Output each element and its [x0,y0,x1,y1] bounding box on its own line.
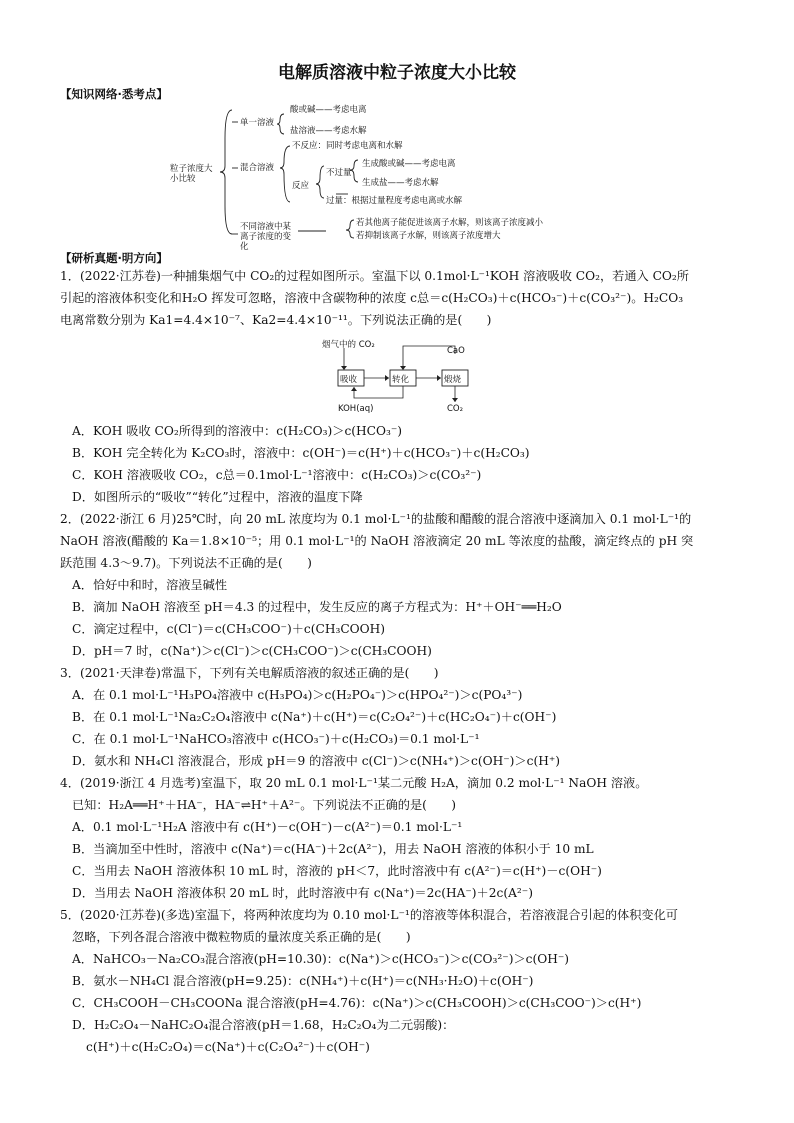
q5-option-a: A．NaHCO₃－Na₂CO₃混合溶液(pH=10.30)：c(Na⁺)＞c(HCO₃⁻)＞c(CO₃²⁻)＞c(OH⁻) [72,952,570,966]
q1-stem-line2: 引起的溶液体积变化和H₂O 挥发可忽略，溶液中含碳物种的浓度 c总＝c(H₂CO₃)＋c(HCO₃⁻)＋c(CO₃²⁻)。H₂CO₃ [60,291,684,305]
mindmap-single-salt: 盐溶液——考虑水解 [290,126,367,136]
fig-convert-label: 转化 [392,375,410,385]
mindmap-mixed: 混合溶液 [240,163,275,173]
mindmap-not-excess: 不过量 [326,168,352,178]
q1-option-c: C．KOH 溶液吸收 CO₂，c总＝0.1mol·L⁻¹溶液中：c(H₂CO₃)＞c(CO₃²⁻) [72,468,482,482]
mindmap-no-react: 不反应：同时考虑电离和水解 [292,141,403,151]
mindmap-diff: 不同溶液中某离子浓度的变化 [240,222,292,252]
q1-stem-line1: 1．(2022·江苏卷)一种捕集烟气中 CO₂的过程如图所示。室温下以 0.1mol·L⁻¹KOH 溶液吸收 CO₂，若通入 CO₂所 [60,269,689,283]
q3-option-b: B．在 0.1 mol·L⁻¹Na₂C₂O₄溶液中 c(Na⁺)＋c(H⁺)＝c(C₂O₄²⁻)＋c(HC₂O₄⁻)＋c(OH⁻) [72,710,557,724]
q2-option-c: C．滴定过程中，c(Cl⁻)＝c(CH₃COO⁻)＋c(CH₃COOH) [72,622,386,636]
q2-option-d: D．pH＝7 时，c(Na⁺)＞c(Cl⁻)＞c(CH₃COO⁻)＞c(CH₃COOH) [72,644,432,658]
fig-koh-label: KOH(aq) [338,404,374,414]
q1-option-d: D．如图所示的“吸收”“转化”过程中，溶液的温度下降 [72,490,363,504]
q1-option-a: A．KOH 吸收 CO₂所得到的溶液中：c(H₂CO₃)＞c(HCO₃⁻) [72,424,403,438]
q3-option-c: C．在 0.1 mol·L⁻¹NaHCO₃溶液中 c(HCO₃⁻)＋c(H₂CO₃)＝0.1 mol·L⁻¹ [72,732,480,746]
q2-stem-line3: 跃范围 4.3～9.7)。下列说法不正确的是( ) [60,556,312,570]
single-brace [277,114,284,134]
mindmap-react: 反应 [292,181,310,191]
q5-option-b: B．氨水－NH₄Cl 混合溶液(pH=9.25)：c(NH₄⁺)＋c(H⁺)＝c(NH₃·H₂O)＋c(OH⁻) [72,974,534,988]
react-brace [316,166,324,198]
q4-option-a: A．0.1 mol·L⁻¹H₂A 溶液中有 c(H⁺)－c(OH⁻)－c(A²⁻)＝0.1 mol·L⁻¹ [72,820,463,834]
mixed-brace [280,146,290,202]
q3-option-d: D．氨水和 NH₄Cl 溶液混合，形成 pH＝9 的溶液中 c(Cl⁻)＞c(NH₄⁺)＞c(OH⁻)＞c(H⁺) [72,754,561,768]
page-title: 电解质溶液中粒子浓度大小比较 [278,63,516,83]
mindmap-diff-rule1: 若其他离子能促进该离子水解，则该离子浓度减小 [356,218,544,228]
q1-stem-line3: 电离常数分别为 Ka1=4.4×10⁻⁷、Ka2=4.4×10⁻¹¹。下列说法正确的是( ) [60,313,492,327]
q4-option-d: D．当用去 NaOH 溶液体积 20 mL 时，此时溶液中有 c(Na⁺)＝2c(HA⁻)＋2c(A²⁻) [72,886,533,900]
mindmap-excess: 过量：根据过量程度考虑电离或水解 [326,196,463,206]
section-analysis: 【研析真题·明方向】 [60,251,168,265]
fig-cao-label: CaO [447,346,465,356]
section-knowledge: 【知识网络·悉考点】 [60,87,168,101]
fig-flue-gas-label: 烟气中的 CO₂ [322,340,375,350]
q2-stem-line2: NaOH 溶液(醋酸的 Ka＝1.8×10⁻⁵；用 0.1 mol·L⁻¹的 NaOH 溶液滴定 20 mL 等浓度的盐酸，滴定终点的 pH 突 [60,534,694,548]
q5-stem-line2: 忽略，下列各混合溶液中微粒物质的量浓度关系正确的是( ) [72,930,411,944]
q1-option-b: B．KOH 完全转化为 K₂CO₃时，溶液中：c(OH⁻)＝c(H⁺)＋c(HCO₃⁻)＋c(H₂CO₃) [72,446,530,460]
q5-option-d-formula: c(H⁺)＋c(H₂C₂O₄)＝c(Na⁺)＋c(C₂O₄²⁻)＋c(OH⁻) [86,1040,370,1054]
q5-option-c: C．CH₃COOH－CH₃COONa 混合溶液(pH=4.76)：c(Na⁺)＞c(CH₃COOH)＞c(CH₃COO⁻)＞c(H⁺) [72,996,642,1010]
q4-stem-line1: 4．(2019·浙江 4 月选考)室温下，取 20 mL 0.1 mol·L⁻¹某二元酸 H₂A，滴加 0.2 mol·L⁻¹ NaOH 溶液。 [60,776,648,790]
mindmap-diff-rule2: 若抑制该离子水解，则该离子浓度增大 [356,231,501,241]
mindmap-gen-acid: 生成酸或碱——考虑电离 [362,159,456,169]
mindmap-single: 单一溶液 [240,118,275,128]
q2-option-b: B．滴加 NaOH 溶液至 pH＝4.3 的过程中，发生反应的离子方程式为：H⁺＋OH⁻══H₂O [72,600,562,614]
q2-option-a: A．恰好中和时，溶液呈碱性 [72,578,228,592]
q2-stem-line1: 2．(2022·浙江 6 月)25℃时，向 20 mL 浓度均为 0.1 mol·L⁻¹的盐酸和醋酸的混合溶液中逐滴加入 0.1 mol·L⁻¹的 [60,512,692,526]
mindmap-single-acid: 酸或碱——考虑电离 [290,105,367,115]
fig-co2-label: CO₂ [447,404,464,414]
mindmap-gen-salt: 生成盐——考虑水解 [362,178,439,188]
diff-brace [346,220,354,238]
q3-option-a: A．在 0.1 mol·L⁻¹H₃PO₄溶液中 c(H₃PO₄)＞c(H₂PO₄⁻)＞c(HPO₄²⁻)＞c(PO₄³⁻) [72,688,523,702]
q3-stem-line1: 3．(2021·天津卷)常温下，下列有关电解质溶液的叙述正确的是( ) [60,666,439,680]
q5-option-d: D．H₂C₂O₄－NaHC₂O₄混合溶液(pH＝1.68，H₂C₂O₄为二元弱酸)： [72,1018,455,1032]
fig-calcine-label: 煅烧 [444,375,462,385]
root-brace [220,110,232,234]
q4-stem-line2: 已知：H₂A══H⁺＋HA⁻，HA⁻⇌H⁺＋A²⁻。下列说法不正确的是( ) [72,798,457,812]
q5-stem-line1: 5．(2020·江苏卷)(多选)室温下，将两种浓度均为 0.10 mol·L⁻¹的溶液等体积混合，若溶液混合引起的体积变化可 [60,908,678,922]
fig-absorb-label: 吸收 [340,375,358,385]
mindmap-root: 粒子浓度大小比较 [170,164,213,184]
q4-option-c: C．当用去 NaOH 溶液体积 10 mL 时，溶液的 pH＜7，此时溶液中有 c(A²⁻)＝c(H⁺)－c(OH⁻) [72,864,602,878]
q4-option-b: B．当滴加至中性时，溶液中 c(Na⁺)＝c(HA⁻)＋2c(A²⁻)，用去 NaOH 溶液的体积小于 10 mL [72,842,594,856]
